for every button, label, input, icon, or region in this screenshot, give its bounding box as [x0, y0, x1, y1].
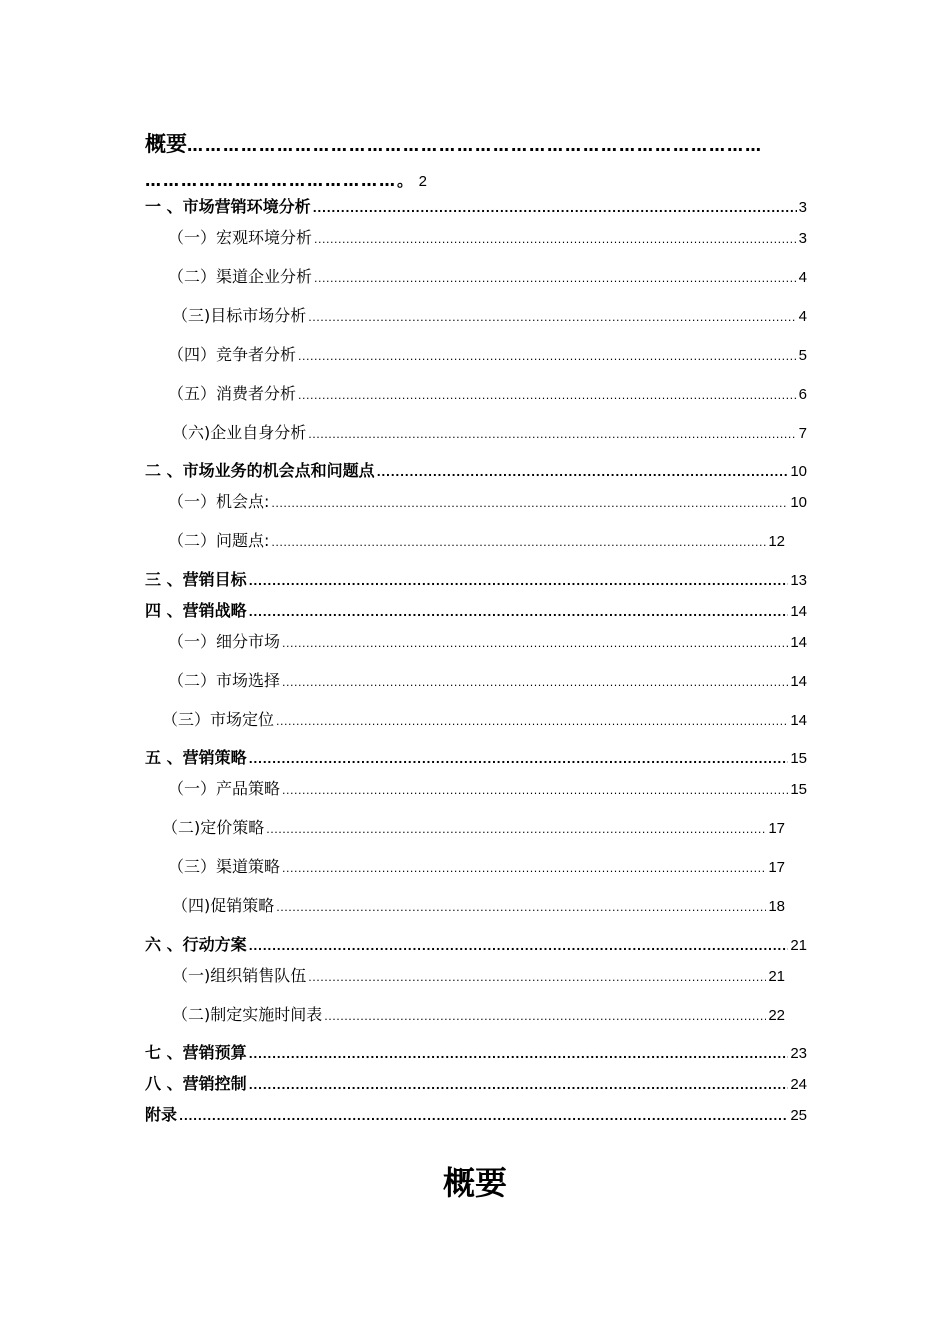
toc-summary-label: 概要	[145, 132, 187, 156]
toc-leader-dots	[271, 536, 766, 549]
toc-entry[interactable]	[168, 489, 807, 512]
toc-entry-label: （五）消费者分析	[168, 384, 297, 403]
toc-leader-dots	[308, 971, 766, 984]
toc-entry[interactable]	[162, 815, 785, 838]
toc-page-number: 4	[798, 269, 807, 286]
toc-page-number: 22	[768, 1007, 785, 1024]
toc-entry-label: 一 、市场营销环境分析	[145, 197, 311, 216]
toc-entry[interactable]	[145, 1071, 807, 1094]
toc-leader-dots	[266, 823, 766, 836]
toc-leader-dots	[314, 233, 797, 246]
toc-entry[interactable]	[145, 745, 807, 768]
toc-leader-dots	[308, 428, 796, 441]
toc-page-number: 3	[798, 230, 807, 247]
toc-leader-dots	[249, 1079, 789, 1092]
toc-entry[interactable]	[168, 264, 807, 287]
toc-entry-label: 八 、营销控制	[145, 1074, 247, 1093]
toc-leader-dots	[308, 311, 796, 324]
toc-entry-label: （一）机会点:	[168, 492, 270, 511]
toc-leader-dots: ……………………………………	[145, 171, 397, 190]
toc-separator: 。	[397, 171, 414, 190]
toc-entry[interactable]	[145, 932, 807, 955]
toc-page-number: 13	[790, 572, 807, 589]
toc-entry-label: 三 、营销目标	[145, 570, 247, 589]
toc-page-number: 24	[790, 1076, 807, 1093]
toc-leader-dots	[249, 575, 789, 588]
toc-entry[interactable]	[168, 629, 807, 652]
toc-leader-dots	[282, 784, 788, 797]
toc-entry[interactable]	[168, 528, 785, 551]
toc-entry-label: 二 、市场业务的机会点和问题点	[145, 461, 375, 480]
toc-entry-label: （一）宏观环境分析	[168, 228, 313, 247]
toc-entry-label: （三)目标市场分析	[172, 306, 307, 325]
toc-entry-label: 五 、营销策略	[145, 748, 247, 767]
toc-page-number: 7	[798, 425, 807, 442]
toc-page-number: 17	[768, 859, 785, 876]
toc-page-number: 18	[768, 898, 785, 915]
toc-entry[interactable]	[168, 668, 807, 691]
toc-page-number: 12	[768, 533, 785, 550]
toc-entry-label: 四 、营销战略	[145, 601, 247, 620]
section-title: 概要	[442, 1164, 507, 1202]
toc-page-number: 25	[790, 1107, 807, 1124]
toc-page-number: 17	[768, 820, 785, 837]
toc-leader-dots	[271, 497, 788, 510]
toc-entry-label: （四）竞争者分析	[168, 345, 297, 364]
toc-leader-dots: ……………………………………………………………………………………	[187, 136, 763, 155]
toc-entry-label: （一）细分市场	[168, 632, 281, 651]
toc-entry-label: （六)企业自身分析	[172, 423, 307, 442]
toc-entry-label: （二）渠道企业分析	[168, 267, 313, 286]
toc-page-number: 23	[790, 1045, 807, 1062]
toc-leader-dots	[314, 272, 797, 285]
toc-entry[interactable]	[145, 1102, 807, 1125]
toc-leader-dots	[298, 389, 797, 402]
toc-page-number: 21	[768, 968, 785, 985]
toc-entry-label: （三）市场定位	[162, 710, 275, 729]
toc-entry[interactable]	[168, 776, 807, 799]
toc-entry[interactable]	[145, 567, 807, 590]
toc-entry-label: （二）问题点:	[168, 531, 270, 550]
toc-entry[interactable]	[168, 381, 807, 404]
toc-leader-dots	[249, 940, 789, 953]
toc-entry-label: （一）产品策略	[168, 779, 281, 798]
toc-entry[interactable]	[168, 342, 807, 365]
toc-leader-dots	[276, 715, 788, 728]
toc-summary-line[interactable]	[145, 128, 807, 158]
toc-entry[interactable]	[145, 194, 807, 217]
toc-page-number: 10	[790, 494, 807, 511]
toc-entry[interactable]	[168, 225, 807, 248]
toc-entry[interactable]	[172, 1002, 785, 1025]
toc-page-number: 15	[790, 750, 807, 767]
toc-entry-label: （三）渠道策略	[168, 857, 281, 876]
toc-leader-dots	[282, 637, 788, 650]
toc-entry-label: （二)制定实施时间表	[172, 1005, 323, 1024]
toc-leader-dots	[298, 350, 797, 363]
toc-entry[interactable]	[145, 458, 807, 481]
toc-page-number: 14	[790, 673, 807, 690]
toc-entry[interactable]	[172, 963, 785, 986]
toc-leader-dots	[249, 753, 789, 766]
toc-entry[interactable]	[145, 1040, 807, 1063]
toc-page-number: 14	[790, 712, 807, 729]
toc-entry[interactable]	[172, 303, 807, 326]
toc-leader-dots	[276, 901, 766, 914]
toc-page-number: 21	[790, 937, 807, 954]
toc-entry-label: （二）市场选择	[168, 671, 281, 690]
toc-page-number: 4	[798, 308, 807, 325]
toc-leader-dots	[179, 1110, 788, 1123]
toc-entry-label: （二)定价策略	[162, 818, 265, 837]
toc-leader-dots	[313, 202, 797, 215]
toc-entry[interactable]	[145, 598, 807, 621]
toc-entry[interactable]	[172, 893, 785, 916]
toc-leader-dots	[377, 466, 789, 479]
toc-entry[interactable]	[162, 707, 807, 730]
toc-entry-label: 六 、行动方案	[145, 935, 247, 954]
toc-summary-continuation	[145, 168, 427, 191]
toc-leader-dots	[249, 1048, 789, 1061]
toc-page-number: 3	[798, 199, 807, 216]
toc-entry-label: 附录	[145, 1105, 178, 1124]
toc-page-number: 14	[790, 603, 807, 620]
toc-page-number: 6	[798, 386, 807, 403]
toc-leader-dots	[324, 1010, 766, 1023]
toc-entry-label: 七 、营销预算	[145, 1043, 247, 1062]
toc-page-number: 10	[790, 463, 807, 480]
toc-page-number: 2	[418, 173, 427, 190]
toc-leader-dots	[282, 862, 766, 875]
toc-entry[interactable]	[168, 854, 785, 877]
toc-leader-dots	[249, 606, 789, 619]
toc-page-number: 14	[790, 634, 807, 651]
toc-entry-label: （四)促销策略	[172, 896, 275, 915]
toc-entry-label: （一)组织销售队伍	[172, 966, 307, 985]
toc-page-number: 15	[790, 781, 807, 798]
toc-entry[interactable]	[172, 420, 807, 443]
toc-leader-dots	[282, 676, 788, 689]
toc-page-number: 5	[798, 347, 807, 364]
